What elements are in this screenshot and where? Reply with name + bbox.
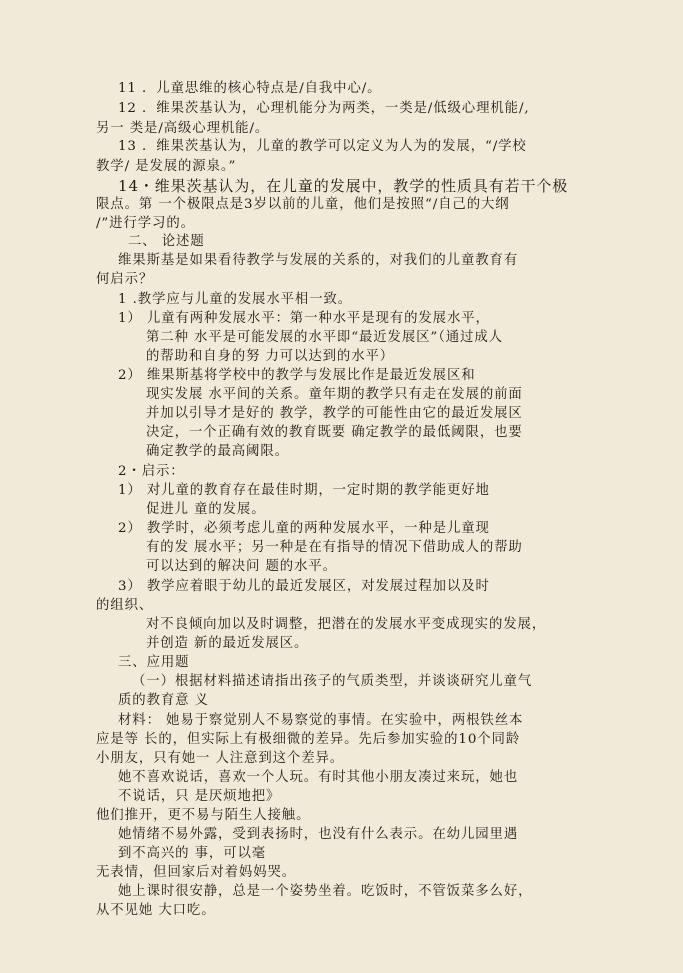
text-line: 教学/ 是发展的源泉。”: [96, 159, 237, 174]
text-line: 13 ．维果茨基认为，儿童的教学可以定义为人为的发展，“/学校: [118, 139, 527, 154]
text-line: 可以达到的解决问 题的水平。: [146, 559, 337, 574]
text-line: 确定教学的最高阈限。: [146, 444, 289, 459]
text-line: 材料： 她易于察觉别人不易察觉的事情。在实验中，两根铁丝本: [118, 713, 524, 728]
text-line: 并创造 新的最近发展区。: [146, 636, 309, 651]
text-line: 1） 对儿童的教育存在最佳时期，一定时期的教学能更好地: [118, 483, 490, 498]
text-line: 1） 儿童有两种发展水平：第一种水平是现有的发展水平，: [118, 311, 490, 326]
text-line: 14・维果茨基认为，在儿童的发展中，教学的性质具有若干个极: [118, 177, 569, 195]
text-line: 决定，一个正确有效的教育既要 确定教学的最低阈限，也要: [146, 425, 523, 440]
text-line: 她情绪不易外露，受到表扬时，也没有什么表示。在幼儿园里遇: [118, 827, 519, 842]
text-line: 11 ．儿童思维的核心特点是/自我中心/。: [118, 81, 382, 96]
text-line: 2・启示：: [118, 464, 185, 479]
text-line: 到不高兴的 事，可以毫: [118, 846, 267, 861]
question-text: 质的教育意 义: [118, 693, 209, 708]
text-line: 1 .教学应与儿童的发展水平相一致。: [118, 292, 353, 307]
text-line: /”进行学习的。: [96, 216, 195, 231]
text-line: 无表情，但回家后对着妈妈哭。: [96, 865, 297, 880]
text-line: 的组织、: [96, 598, 154, 613]
text-line: 小朋友，只有她一 人注意到这个差异。: [96, 751, 345, 766]
text-line: 12 ．维果茨基认为，心理机能分为两类，一类是/低级心理机能/,: [118, 101, 530, 116]
text-line: 她上课时很安静，总是一个姿势坐着。吃饭时，不管饭菜多么好，: [118, 884, 533, 899]
text-line: 并加以引导才是好的 教学，教学的可能性由它的最近发展区: [146, 406, 523, 421]
question-text: （一）根据材料描述请指出孩子的气质类型，并谈谈研究儿童气: [132, 674, 533, 689]
text-line: 从不见她 大口吃。: [96, 903, 216, 918]
text-line: 另一 类是/高级心理机能/。: [96, 121, 270, 136]
text-line: 现实发展 水平间的关系。童年期的教学只有走在发展的前面: [146, 387, 523, 402]
question-text: 何启示？: [96, 272, 154, 287]
text-line: 限点。第 一个极限点是3岁以前的儿童，他们是按照“/自己的大纲: [96, 197, 510, 212]
text-line: 她不喜欢说话，喜欢一个人玩。有时其他小朋友凑过来玩，她也: [118, 770, 519, 785]
text-line: 应是等 长的，但实际上有极细微的差异。先后参加实验的10个同龄: [96, 732, 521, 747]
text-line: 促进儿 童的发展。: [146, 502, 266, 517]
question-text: 维果斯基是如果看待教学与发展的关系的，对我们的儿童教育有: [118, 253, 519, 268]
text-line: 不说话，只 是厌烦地把》: [118, 789, 281, 804]
text-line: 2） 教学时，必须考虑儿童的两种发展水平，一种是儿童现: [118, 521, 490, 536]
text-line: 的帮助和自身的努 力可以达到的水平）: [146, 349, 395, 364]
text-line: 他们推开，更不易与陌生人接触。: [96, 808, 311, 823]
text-line: 有的发 展水平；另一种是在有指导的情况下借助成人的帮助: [146, 540, 523, 555]
text-line: 第二种 水平是可能发展的水平即“最近发展区”（通过成人: [146, 330, 503, 345]
section-heading: 三、应用题: [118, 655, 190, 670]
text-line: 2） 维果斯基将学校中的教学与发展比作是最近发展区和: [118, 368, 476, 383]
section-heading: 二、 论述题: [128, 234, 205, 249]
text-line: 3） 教学应着眼于幼儿的最近发展区，对发展过程加以及时: [118, 579, 490, 594]
text-line: 对不良倾向加以及时调整，把潜在的发展水平变成现实的发展，: [146, 617, 547, 632]
